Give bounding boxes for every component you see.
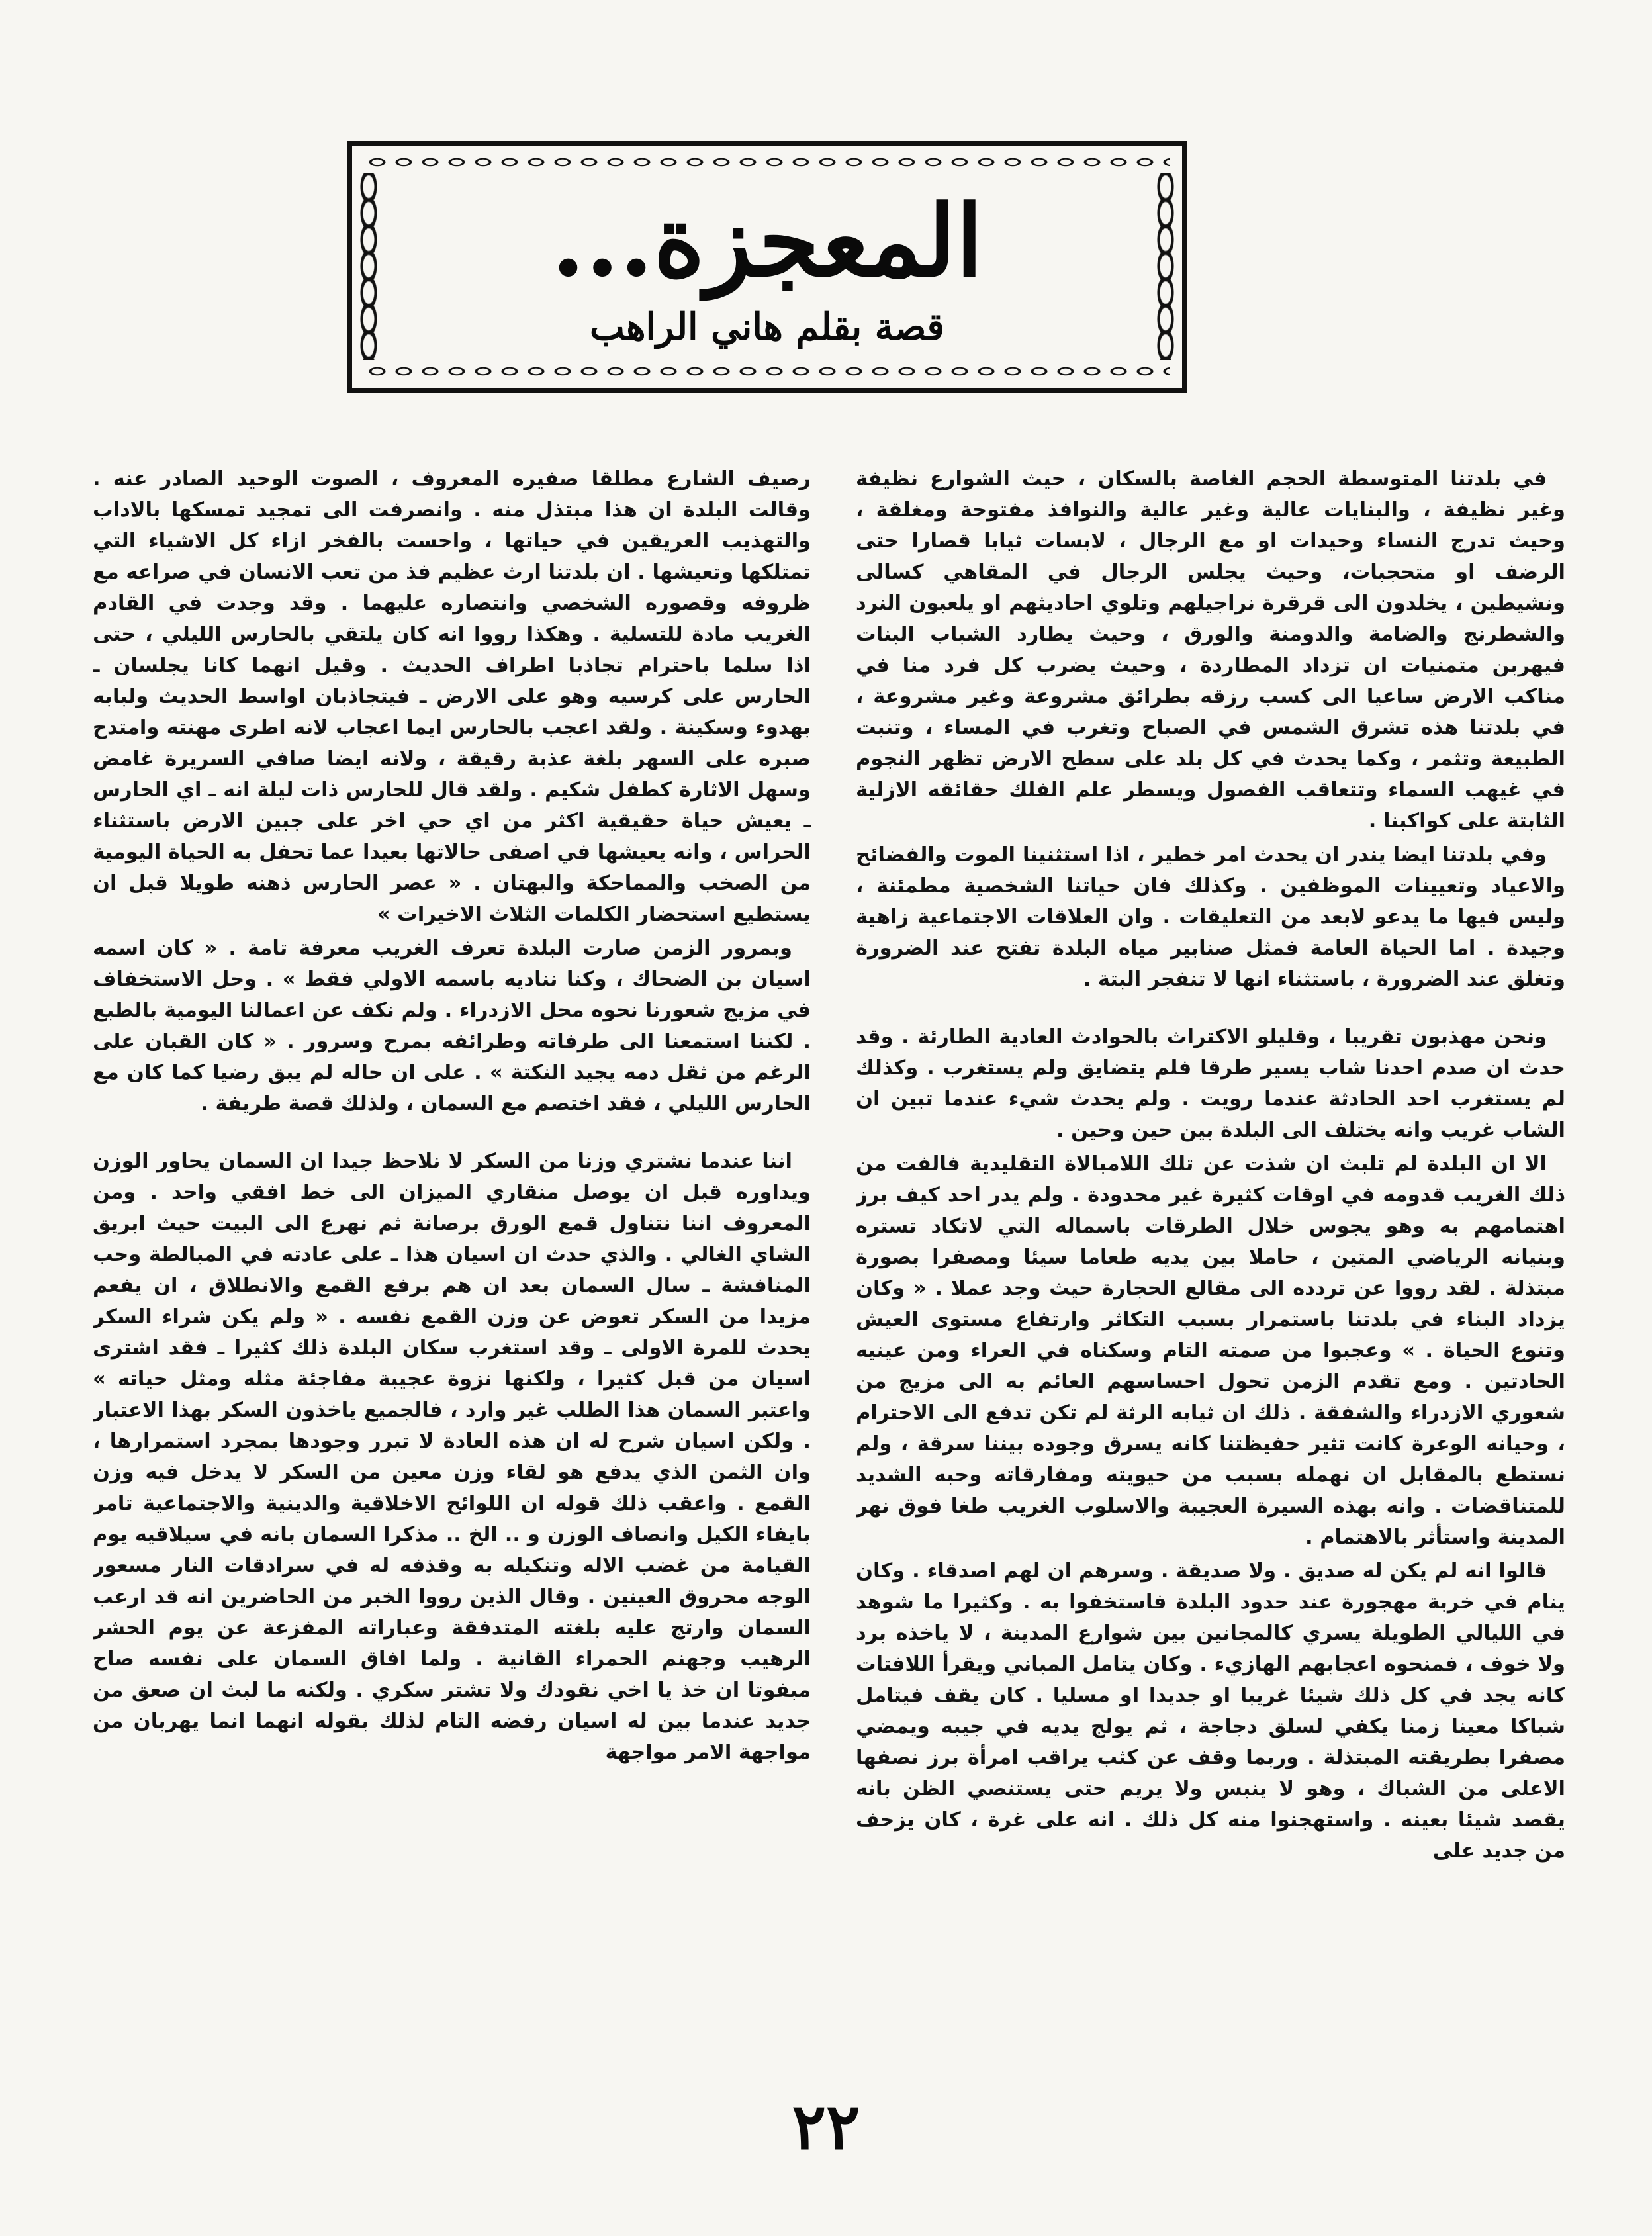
text-column-left (93, 463, 811, 2045)
paragraph: وفي بلدتنا ايضا يندر ان يحدث امر خطير ، اذا استثنينا الموت والفضائح والاعياد وتعيينات الموظفين . وكذلك فان حياتنا الشخصية مطمئنة ، وليس فيها ما يدعو لابعد من التعليقات . وان العلاقات الاجتماعية زاهية وجيدة . اما الحياة العامة فمثل صنابير مياه البلدة تفتح عند الضرورة وتغلق عند الضرورة ، باستثناء انها لا تنفجر البتة . (856, 843, 1565, 991)
story-title: المعجزة... (551, 183, 984, 299)
paragraph: وبمرور الزمن صارت البلدة تعرف الغريب معرفة تامة . « كان اسمه اسيان بن الضحاك ، وكنا نناديه باسمه الاولي فقط » . وحل الاستخفاف في مزيج شعورنا نحوه محل الازدراء . ولم نكف عن اعمالنا اليومية بالطبع . لكننا استمعنا الى طرفاته وطرائفه بمرح وسرور . « كان القبان على الرغم من ثقل دمه يجيد النكتة » . على ان حاله لم يبق رضيا كما كان مع الحارس الليلي ، فقد اختصم مع السمان ، ولذلك قصة طريفة . (93, 937, 811, 1115)
text-column-right (856, 463, 1565, 2045)
paragraph: الا ان البلدة لم تلبث ان شذت عن تلك اللامبالاة التقليدية فالفت من ذلك الغريب قدومه في اوقات كثيرة غير محدودة . ولم يدر احد كيف برز اهتمامهم به وهو يجوس خلال الطرقات باسماله التي لاتكاد تستره وبنيانه الرياضي المتين ، حاملا بين يديه طعاما سيئا ومصفرا بصورة مبتذلة . لقد رووا عن تردده الى مقالع الحجارة حيث وجد عملا . « وكان يزداد البناء في بلدتنا باستمرار بسبب التكاثر وارتفاع مستوى العيش وتنوع الحياة . » وعجبوا من صمته التام وسكناه في العراء ومن عينيه الحادتين . ومع تقدم الزمن تحول احساسهم العائم به الى مزيج من شعوري الازدراء والشفقة . ذلك ان ثيابه الرثة لم تكن تدفع الى الاحترام ، وحيانه الوعرة كانت تثير حفيظتنا كانه يسرق وجوده بيننا سرقة ، ولم نستطع بالمقابل ان نهمله بسبب من حيويته ومفارقاته وحبه الشديد للمتناقضات . وانه بهذه السيرة العجيبة والاسلوب الغريب طغا فوق نهر المدينة واستأثر بالاهتمام . (856, 1152, 1565, 1549)
chain-border-left (360, 173, 377, 360)
story-byline: قصة بقلم هاني الراهب (589, 305, 945, 349)
title-frame (347, 141, 1187, 393)
paragraph: في بلدتنا المتوسطة الحجم الغاصة بالسكان ، حيث الشوارع نظيفة وغير نظيفة ، والبنايات عالية وغير عالية والنوافذ مفتوحة ومغلقة ، وحيث تدرج النساء وحيدات او مع الرجال ، لابسات ثيابا قصارا حتى الرضف او متحجبات، وحيث يجلس الرجال في المقاهي كسالى ونشيطين ، يخلدون الى قرقرة نراجيلهم وتلوي احاديثهم او يلعبون النرد والشطرنج والضامة والدومنة والورق ، وحيث يطارد الشباب البنات فيهربن متمنيات ان تزداد المطاردة ، وحيث يضرب كل فرد منا في مناكب الارض ساعيا الى كسب رزقه بطرائق مشروعة وغير مشروعة ، في بلدتنا هذه تشرق الشمس في الصباح وتغرب في المساء ، وتنبت الطبيعة وتثمر ، وكما يحدث في كل بلد على سطح الارض تظهر النجوم في غيهب السماء وتتعاقب الفصول ويسطر علم الفلك حقائقه الازلية الثابتة على كواكبنا . (856, 467, 1565, 833)
chain-border-bottom (364, 363, 1170, 380)
paragraph: قالوا انه لم يكن له صديق . ولا صديقة . وسرهم ان لهم اصدقاء . وكان ينام في خربة مهجورة عند حدود البلدة فاستخفوا به . وكثيرا ما شوهد في الليالي الطويلة يسري كالمجانين بين شوارع المدينة ، لا ياخذه برد ولا خوف ، فمنحوه اعجابهم الهازيء . وكان يتامل المباني ويقرأ اللافتات كانه يجد في كل ذلك شيئا غريبا او جديدا او مسليا . كان يقف فيتامل شباكا معينا زمنا يكفي لسلق دجاجة ، ثم يولج يديه في جيبه ويمضي مصفرا بطريقته المبتذلة . وربما وقف عن كثب يراقب امرأة برز نصفها الاعلى من الشباك ، وهو لا ينبس ولا يريم حتى يستنصي الظن بانه يقصد شيئا بعينه . واستهجنوا منه كل ذلك . انه على غرة ، كان يزحف من جديد على (856, 1560, 1565, 1863)
chain-border-right (1157, 173, 1174, 360)
paragraph: رصيف الشارع مطلقا صفيره المعروف ، الصوت الوحيد الصادر عنه . وقالت البلدة ان هذا مبتذل منه . وانصرفت الى تمجيد تمسكها بالاداب والتهذيب العريقين في حياتها ، واحست بالفخر ازاء كل الاشياء التي تمتلكها وتعيشها . ان بلدتنا ارث عظيم فذ من تعب الانسان في صراعه مع ظروفه وقصوره الشخصي وانتصاره عليهما . وقد وجدت في القادم الغريب مادة للتسلية . وهكذا رووا انه كان يلتقي بالحارس الليلي ، حتى اذا سلما باحترام تجاذبا اطراف الحديث . وقيل انهما كانا يجلسان ـ الحارس على كرسيه وهو على الارض ـ فيتجاذبان اواسط الحديث ولبابه بهدوء وسكينة . ولقد اعجب بالحارس ايما اعجاب لانه اطرى مهنته وامتدح صبره على السهر بلغة عذبة رقيقة ، ولانه ايضا صافي السريرة غامض وسهل الاثارة كطفل شكيم . ولقد قال للحارس ذات ليلة انه ـ اي الحارس ـ يعيش حياة حقيقية اكثر من اي حي اخر على جبين الارض باستثناء الحراس ، وانه يعيشها في اصفى حالاتها بعيدا عما تحفل به الحياة اليومية من الصخب والمماحكة والبهتان . « عصر الحارس ذهنه طويلا قبل ان يستطيع استحضار الكلمات الثلاث الاخيرات » (93, 467, 811, 926)
page-number: ٢٢ (792, 2089, 860, 2164)
chain-border-top (364, 154, 1170, 171)
paragraph: اننا عندما نشتري وزنا من السكر لا نلاحظ جيدا ان السمان يحاور الوزن ويداوره قبل ان يوصل منقاري الميزان الى خط افقي واحد . ومن المعروف اننا نتناول قمع الورق برصانة ثم نهرع الى البيت حيث ابريق الشاي الغالي . والذي حدث ان اسيان هذا ـ على عادته في المبالطة وحب المنافشة ـ سال السمان بعد ان هم برفع القمع والانطلاق ، ان يفعم مزيدا من السكر تعوض عن وزن القمع نفسه . « ولم يكن شراء السكر يحدث للمرة الاولى ـ وقد استغرب سكان البلدة ذلك كثيرا ـ فقد اشترى اسيان من قبل كثيرا ، ولكنها نزوة عجيبة مفاجئة مثله ومثل حياته » واعتبر السمان هذا الطلب غير وارد ، فالجميع ياخذون السكر بهذا الاعتبار . ولكن اسيان شرح له ان هذه العادة لا تبرر وجودها بمجرد استمرارها ، وان الثمن الذي يدفع هو لقاء وزن معين من السكر لا يدخل فيه وزن القمع . واعقب ذلك قوله ان اللوائح الاخلاقية والدينية والاجتماعية تامر بايفاء الكيل وانصاف الوزن و .. الخ .. مذكرا السمان بانه في سيلاقيه يوم القيامة من غضب الاله وتنكيله به وقذفه له في سرادقات النار مسعور الوجه محروق العينين . وقال الذين رووا الخبر من الحاضرين انه قد ارعب السمان وارتج عليه بلغته المتدفقة وعباراته المفزعة عن يوم الحشر الرهيب وجهنم الحمراء القانية . ولما افاق السمان على نفسه صاح مبفوتا ان خذ يا اخي نقودك ولا تشتر سكري . ولكنه ما لبث ان صعق من جديد عندما بين له اسيان رفضه التام لذلك بقوله انهما انما يهربان من مواجهة الامر مواجهة (93, 1150, 811, 1764)
paragraph: ونحن مهذبون تقريبا ، وقليلو الاكتراث بالحوادث العادية الطارئة . وقد حدث ان صدم احدنا شاب يسير طرقا فلم يتضايق ولم يستغرب . وكذلك لم يستغرب احد الحادثة عندما رويت . ولم يحدث شيء عندما تبين ان الشاب غريب وانه يختلف الى البلدة بين حين وحين . (856, 1025, 1565, 1142)
